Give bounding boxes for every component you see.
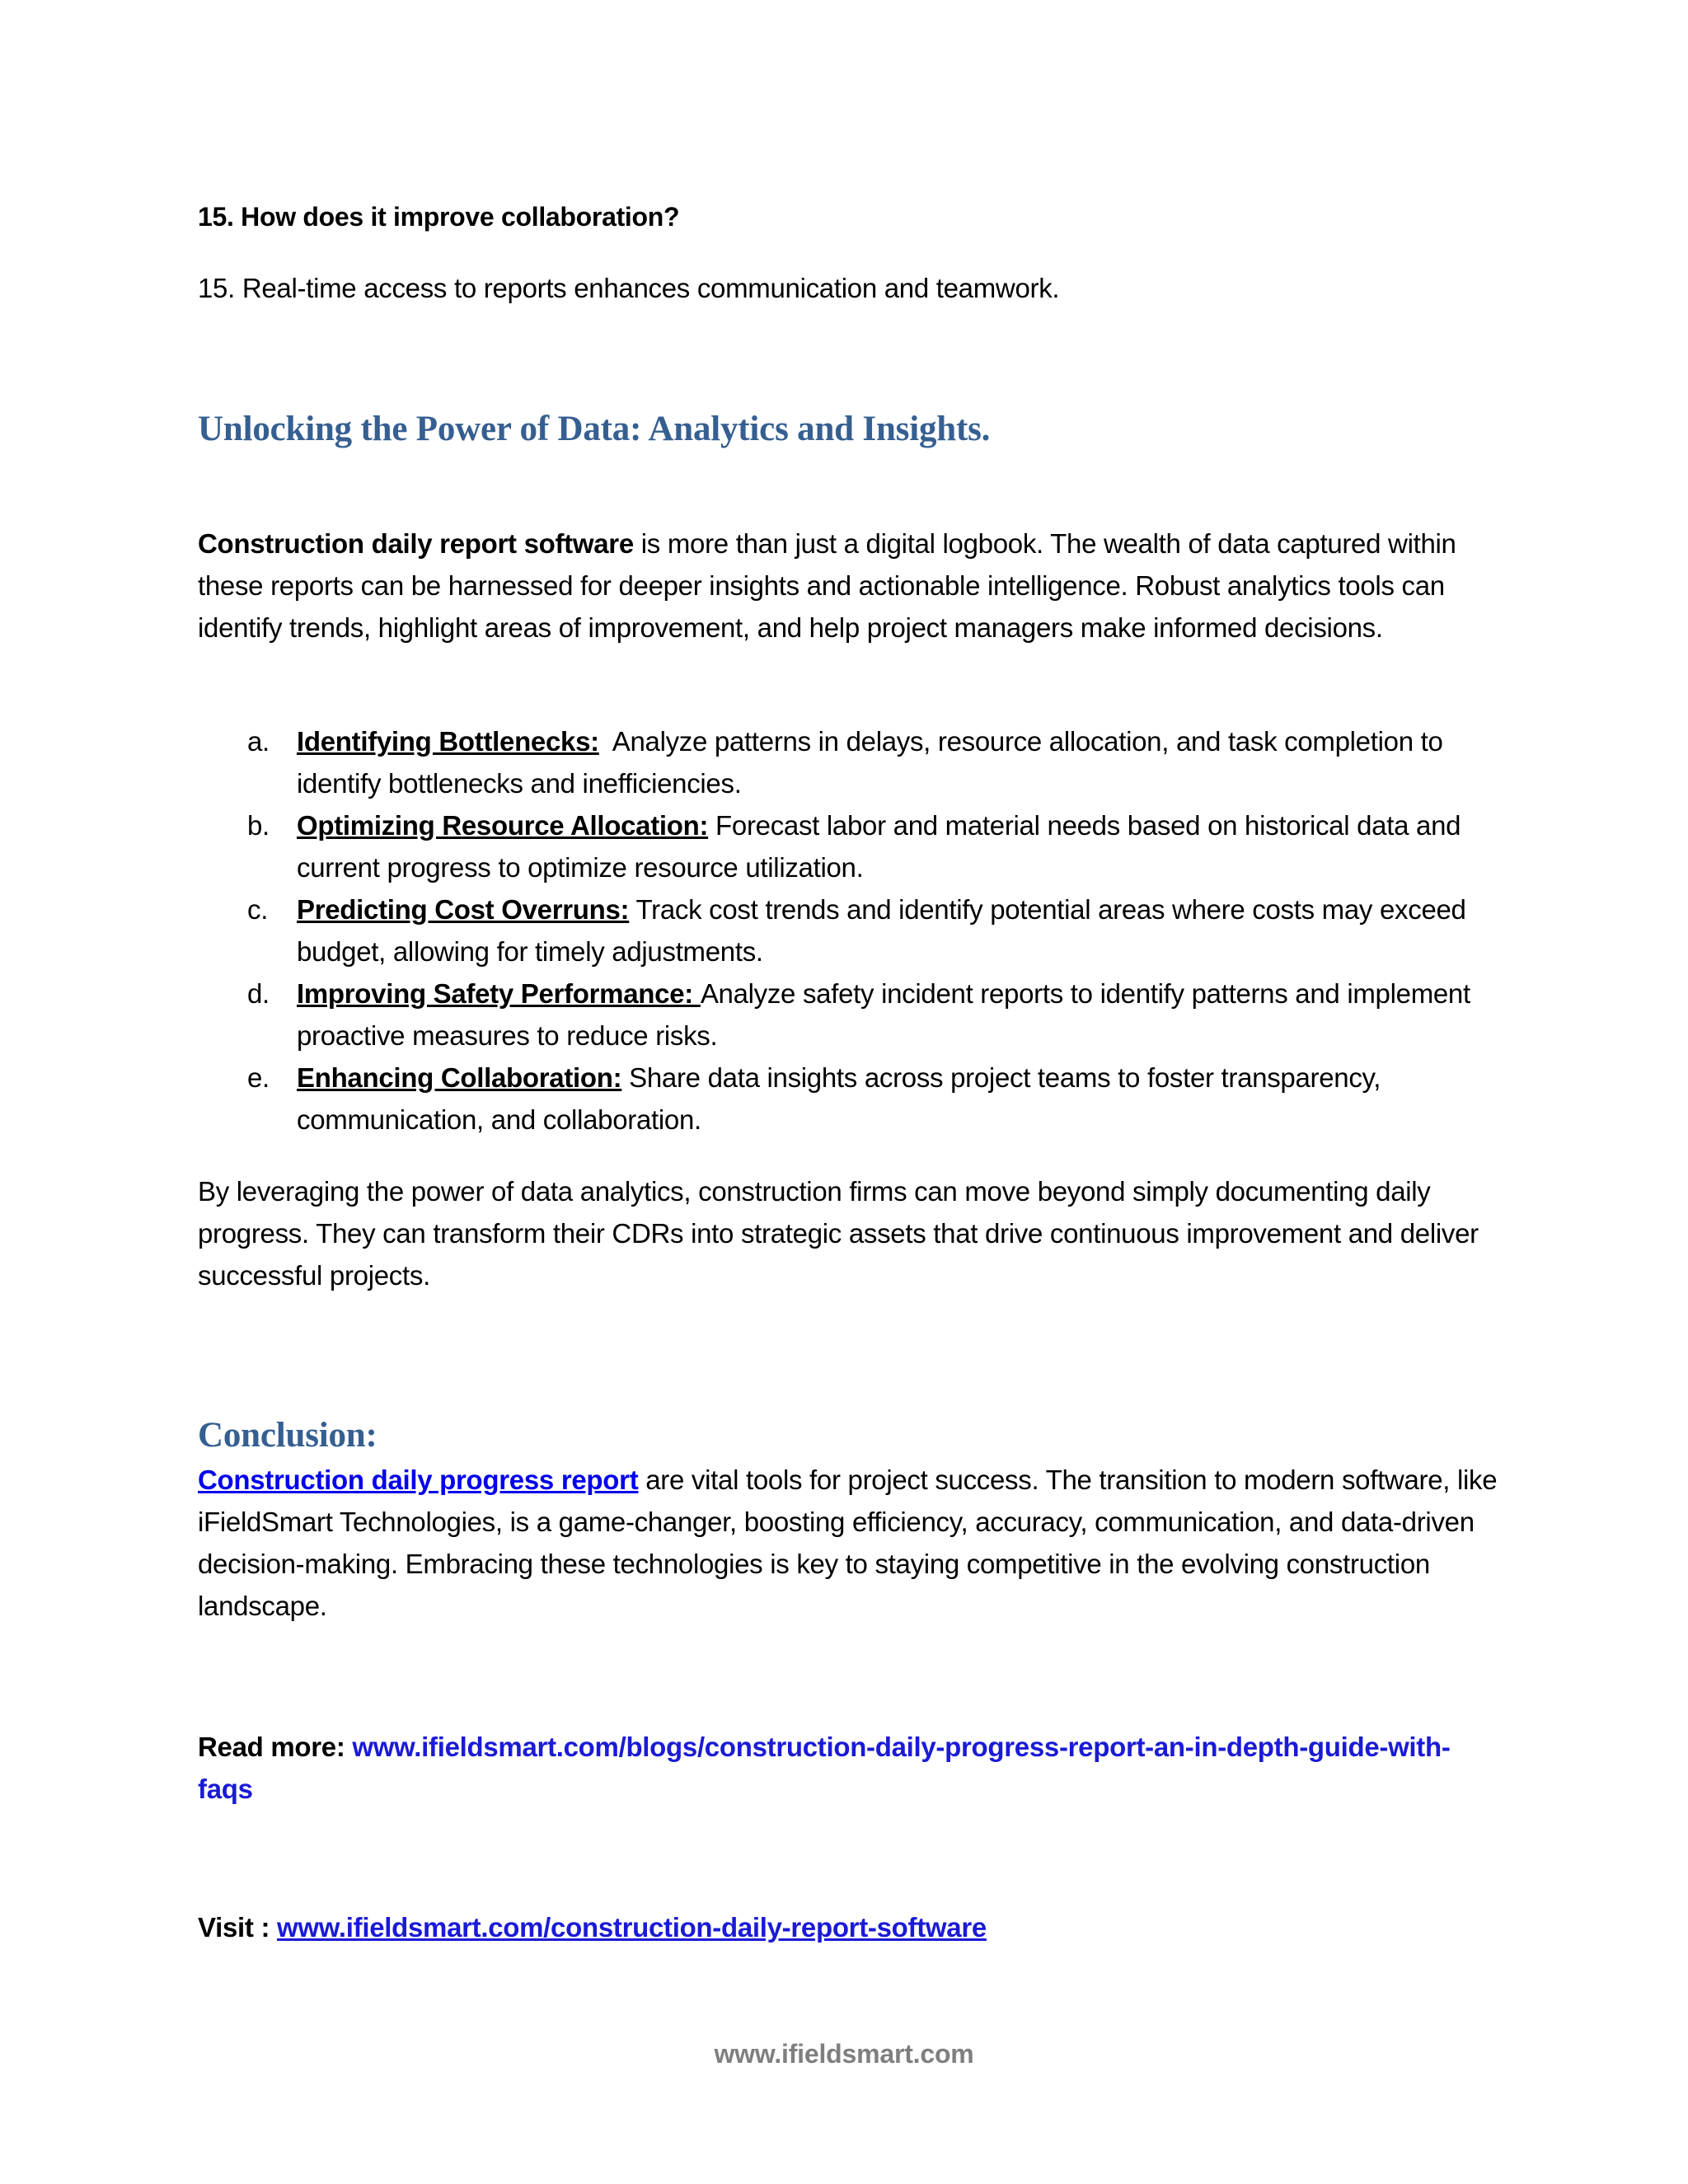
faq-question: 15. How does it improve collaboration?: [198, 202, 680, 232]
conclusion-paragraph: [198, 1459, 1500, 1627]
visit-label: Visit :: [198, 1912, 278, 1943]
faq-answer: 15. Real-time access to reports enhances communication and teamwork.: [198, 273, 1060, 303]
list-item-text: Forecast labor and material needs based on historical data and current progress to optimize resource utilization.: [297, 810, 1461, 883]
intro-text: is more than just a digital logbook. The wealth of data captured within these reports can be harnessed for deeper insights and actionable intelligence. Robust analytics tools can identify trends, highlight areas of improvement, and help project managers make informed decisions.: [198, 528, 1456, 643]
construction-daily-progress-report-link[interactable]: Construction daily progress report: [198, 1465, 639, 1495]
list-marker: a.: [247, 726, 270, 757]
section-heading-analytics: Unlocking the Power of Data: Analytics and Insights.: [198, 410, 991, 448]
read-more-label: Read more:: [198, 1732, 353, 1762]
list-item-term: Improving Safety Performance:: [297, 978, 701, 1009]
list-item-text: Track cost trends and identify potential areas where costs may exceed budget, allowing for timely adjustments.: [297, 894, 1466, 967]
list-item-term: Predicting Cost Overruns:: [297, 894, 630, 925]
list-marker: e.: [247, 1062, 270, 1093]
list-marker: d.: [247, 978, 270, 1009]
analytics-closing-paragraph: By leveraging the power of data analytics, construction firms can move beyond simply documenting daily progress. They can transform their CDRs into strategic assets that drive continuous improvement and deliver successful projects.: [198, 1176, 1479, 1291]
visit-link[interactable]: www.ifieldsmart.com/construction-daily-report-software: [277, 1912, 987, 1943]
list-item-text: Share data insights across project teams to foster transparency, communication, and collaboration.: [297, 1062, 1381, 1135]
list-item: [198, 1057, 1500, 1141]
list-item: [198, 888, 1500, 972]
list-item-text: Analyze patterns in delays, resource allocation, and task completion to identify bottlenecks and inefficiencies.: [297, 726, 1451, 799]
list-item-term: Optimizing Resource Allocation:: [297, 810, 709, 841]
analytics-intro-paragraph: [198, 523, 1500, 649]
read-more-line: [198, 1726, 1500, 1810]
intro-bold-term: Construction daily report software: [198, 528, 634, 559]
conclusion-text: are vital tools for project success. The transition to modern software, like iFieldSmart Technologies, is a game-changer, boosting efficiency, accuracy, communication, and data-driven decision-making. Embracing these technologies is key to staying competitive in the evolving construction landscape.: [198, 1465, 1498, 1621]
page-footer: www.ifieldsmart.com: [714, 2039, 974, 2069]
list-marker: b.: [247, 810, 270, 841]
list-marker: c.: [247, 894, 269, 925]
section-heading-conclusion: Conclusion:: [198, 1416, 377, 1455]
list-item-term: Enhancing Collaboration:: [297, 1062, 622, 1093]
list-item: [198, 804, 1500, 888]
visit-line: [198, 1906, 987, 1948]
analytics-list: [198, 720, 1500, 1141]
list-item-text: Analyze safety incident reports to identify patterns and implement proactive measures to reduce risks.: [297, 978, 1470, 1051]
list-item: [198, 720, 1500, 804]
read-more-link[interactable]: www.ifieldsmart.com/blogs/construction-daily-progress-report-an-in-depth-guide-with-faqs: [198, 1732, 1451, 1804]
list-item-term: Identifying Bottlenecks:: [297, 726, 599, 757]
list-item: [198, 972, 1500, 1057]
